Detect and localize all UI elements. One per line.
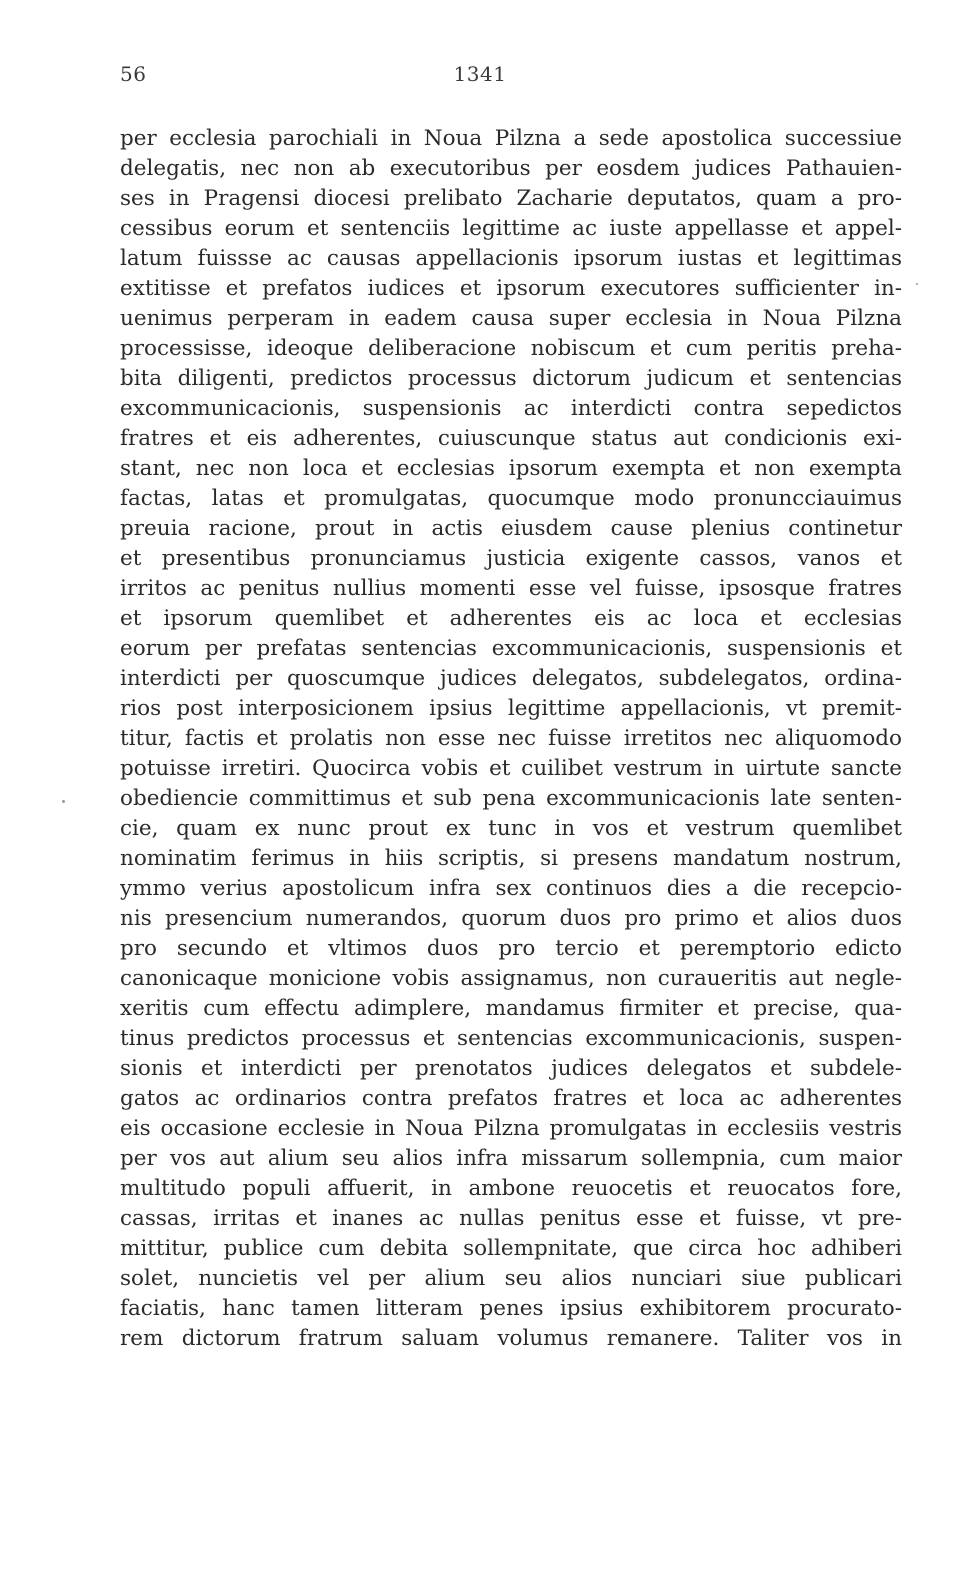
- text-line: eorum per prefatas sentencias excommunicacionis, suspensionis et: [120, 636, 902, 661]
- text-line: multitudo populi affuerit, in ambone reuocetis et reuocatos fore,: [120, 1176, 902, 1201]
- text-line: stant, nec non loca et ecclesias ipsorum exempta et non exempta: [120, 456, 902, 481]
- text-line: ses in Pragensi diocesi prelibato Zacharie deputatos, quam a pro-: [120, 186, 902, 211]
- paper-speck: [916, 283, 918, 285]
- text-line: per ecclesia parochiali in Noua Pilzna a sede apostolica successiue: [120, 126, 902, 151]
- text-line: et ipsorum quemlibet et adherentes eis ac loca et ecclesias: [120, 606, 902, 631]
- text-line: pro secundo et vltimos duos pro tercio et peremptorio edicto: [120, 936, 902, 961]
- text-line: latum fuissse ac causas appellacionis ipsorum iustas et legittimas: [120, 246, 902, 271]
- text-line: et presentibus pronunciamus justicia exigente cassos, vanos et: [120, 546, 902, 571]
- text-line: faciatis, hanc tamen litteram penes ipsius exhibitorem procurato-: [120, 1296, 902, 1321]
- text-line: cassas, irritas et inanes ac nullas penitus esse et fuisse, vt pre-: [120, 1206, 902, 1231]
- text-line: gatos ac ordinarios contra prefatos fratres et loca ac adherentes: [120, 1086, 902, 1111]
- text-line: processisse, ideoque deliberacione nobiscum et cum peritis preha-: [120, 336, 902, 361]
- text-line: titur, factis et prolatis non esse nec fuisse irretitos nec aliquomodo: [120, 726, 902, 751]
- text-line: ymmo verius apostolicum infra sex continuos dies a die recepcio-: [120, 876, 902, 901]
- text-line: per vos aut alium seu alios infra missarum sollempnia, cum maior: [120, 1146, 902, 1171]
- text-line: excommunicacionis, suspensionis ac interdicti contra sepedictos: [120, 396, 902, 421]
- text-line: fratres et eis adherentes, cuiuscunque status aut condicionis exi-: [120, 426, 902, 451]
- text-line: xeritis cum effectu adimplere, mandamus firmiter et precise, qua-: [120, 996, 902, 1021]
- text-line: obediencie committimus et sub pena excommunicacionis late senten-: [120, 786, 902, 811]
- text-line: bita diligenti, predictos processus dictorum judicum et sentencias: [120, 366, 902, 391]
- text-line: nis presencium numerandos, quorum duos pro primo et alios duos: [120, 906, 902, 931]
- text-line: delegatis, nec non ab executoribus per eosdem judices Pathauien-: [120, 156, 902, 181]
- text-line: irritos ac penitus nullius momenti esse vel fuisse, ipsosque fratres: [120, 576, 902, 601]
- text-line: solet, nuncietis vel per alium seu alios nunciari siue publicari: [120, 1266, 902, 1291]
- running-head-year: 1341: [453, 62, 507, 86]
- text-line: factas, latas et promulgatas, quocumque modo pronuncciauimus: [120, 486, 902, 511]
- text-line: eis occasione ecclesie in Noua Pilzna promulgatas in ecclesiis vestris: [120, 1116, 902, 1141]
- paper-speck: [62, 800, 65, 803]
- text-line: extitisse et prefatos iudices et ipsorum executores sufficienter in-: [120, 276, 902, 301]
- text-line: cie, quam ex nunc prout ex tunc in vos et vestrum quemlibet: [120, 816, 902, 841]
- text-line: potuisse irretiri. Quocirca vobis et cuilibet vestrum in uirtute sancte: [120, 756, 902, 781]
- text-line: interdicti per quoscumque judices delegatos, subdelegatos, ordina-: [120, 666, 902, 691]
- text-line: uenimus perperam in eadem causa super ecclesia in Noua Pilzna: [120, 306, 902, 331]
- text-line: nominatim ferimus in hiis scriptis, si presens mandatum nostrum,: [120, 846, 902, 871]
- text-line: canonicaque monicione vobis assignamus, non curaueritis aut negle-: [120, 966, 902, 991]
- body-text: [120, 124, 902, 1354]
- text-line: rios post interposicionem ipsius legittime appellacionis, vt premit-: [120, 696, 902, 721]
- text-line: rem dictorum fratrum saluam volumus remanere. Taliter vos in: [120, 1326, 902, 1351]
- text-line: cessibus eorum et sentenciis legittime ac iuste appellasse et appel-: [120, 216, 902, 241]
- text-line: preuia racione, prout in actis eiusdem cause plenius continetur: [120, 516, 902, 541]
- text-line: tinus predictos processus et sentencias excommunicacionis, suspen-: [120, 1026, 902, 1051]
- page-number: 56: [120, 62, 147, 86]
- text-line: mittitur, publice cum debita sollempnitate, que circa hoc adhiberi: [120, 1236, 902, 1261]
- text-line: sionis et interdicti per prenotatos judices delegatos et subdele-: [120, 1056, 902, 1081]
